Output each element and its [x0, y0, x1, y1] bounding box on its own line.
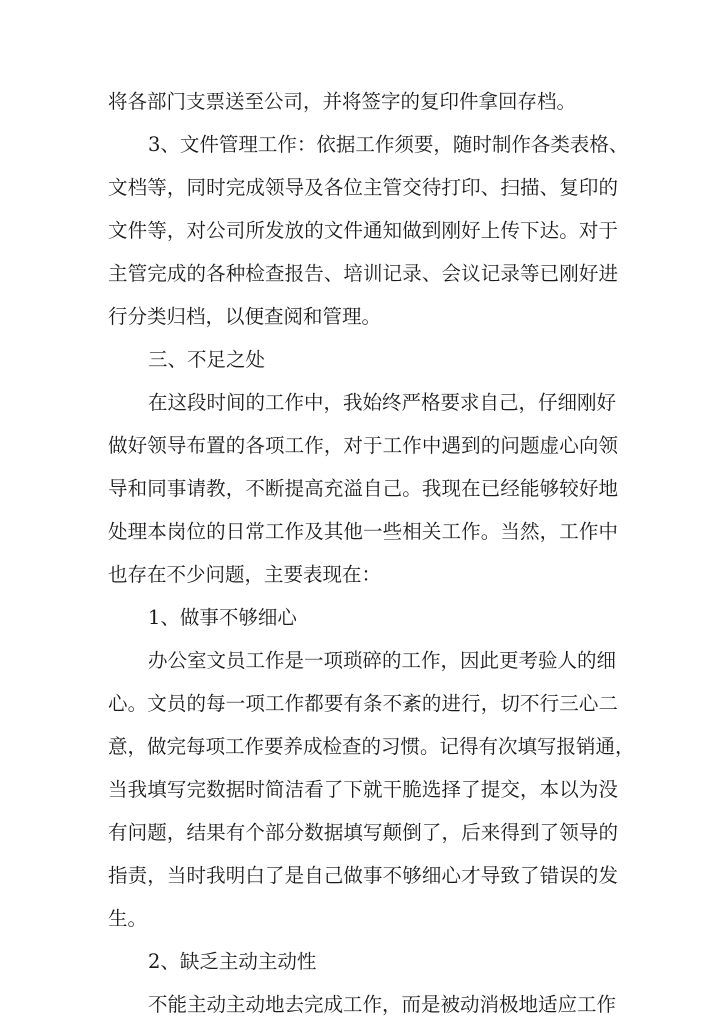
text-line: 3、文件管理工作：依据工作须要，随时制作各类表格、 [148, 133, 629, 156]
text-line: 主管完成的各种检查报告、培训记录、会议记录等已刚好进 [108, 262, 618, 285]
text-line: 不能主动主动地去完成工作，而是被动消极地适应工作 [148, 993, 617, 1016]
text-line: 文档等，同时完成领导及各位主管交待打印、扫描、复印的 [108, 176, 618, 199]
text-line: 导和同事请教，不断提高充溢自己。我现在已经能够较好地 [108, 477, 618, 500]
text-line: 文件等，对公司所发放的文件通知做到刚好上传下达。对于 [108, 219, 618, 242]
text-line: 意，做完每项工作要养成检查的习惯。记得有次填写报销通， [108, 735, 635, 758]
text-line: 行分类归档，以便查阅和管理。 [108, 305, 382, 328]
text-line: 指责，当时我明白了是自己做事不够细心才导致了错误的发 [108, 864, 618, 887]
text-line: 当我填写完数据时简洁看了下就干脆选择了提交，本以为没 [108, 778, 618, 801]
subsection-heading: 1、做事不够细心 [148, 606, 297, 629]
text-line: 也存在不少问题，主要表现在： [108, 563, 382, 586]
text-line: 处理本岗位的日常工作及其他一些相关工作。当然，工作中 [108, 520, 618, 543]
text-line: 有问题，结果有个部分数据填写颠倒了，后来得到了领导的 [108, 821, 618, 844]
text-line: 办公室文员工作是一项琐碎的工作，因此更考验人的细 [148, 649, 617, 672]
subsection-heading: 2、缺乏主动主动性 [148, 950, 317, 973]
section-heading: 三、不足之处 [148, 348, 266, 371]
text-line: 在这段时间的工作中，我始终严格要求自己，仔细刚好 [148, 391, 617, 414]
text-line: 生。 [108, 907, 148, 930]
text-line: 将各部门支票送至公司，并将签字的复印件拿回存档。 [108, 90, 577, 113]
text-line: 做好领导布置的各项工作，对于工作中遇到的问题虚心向领 [108, 434, 618, 457]
text-line: 心。文员的每一项工作都要有条不紊的进行，切不行三心二 [108, 692, 618, 715]
